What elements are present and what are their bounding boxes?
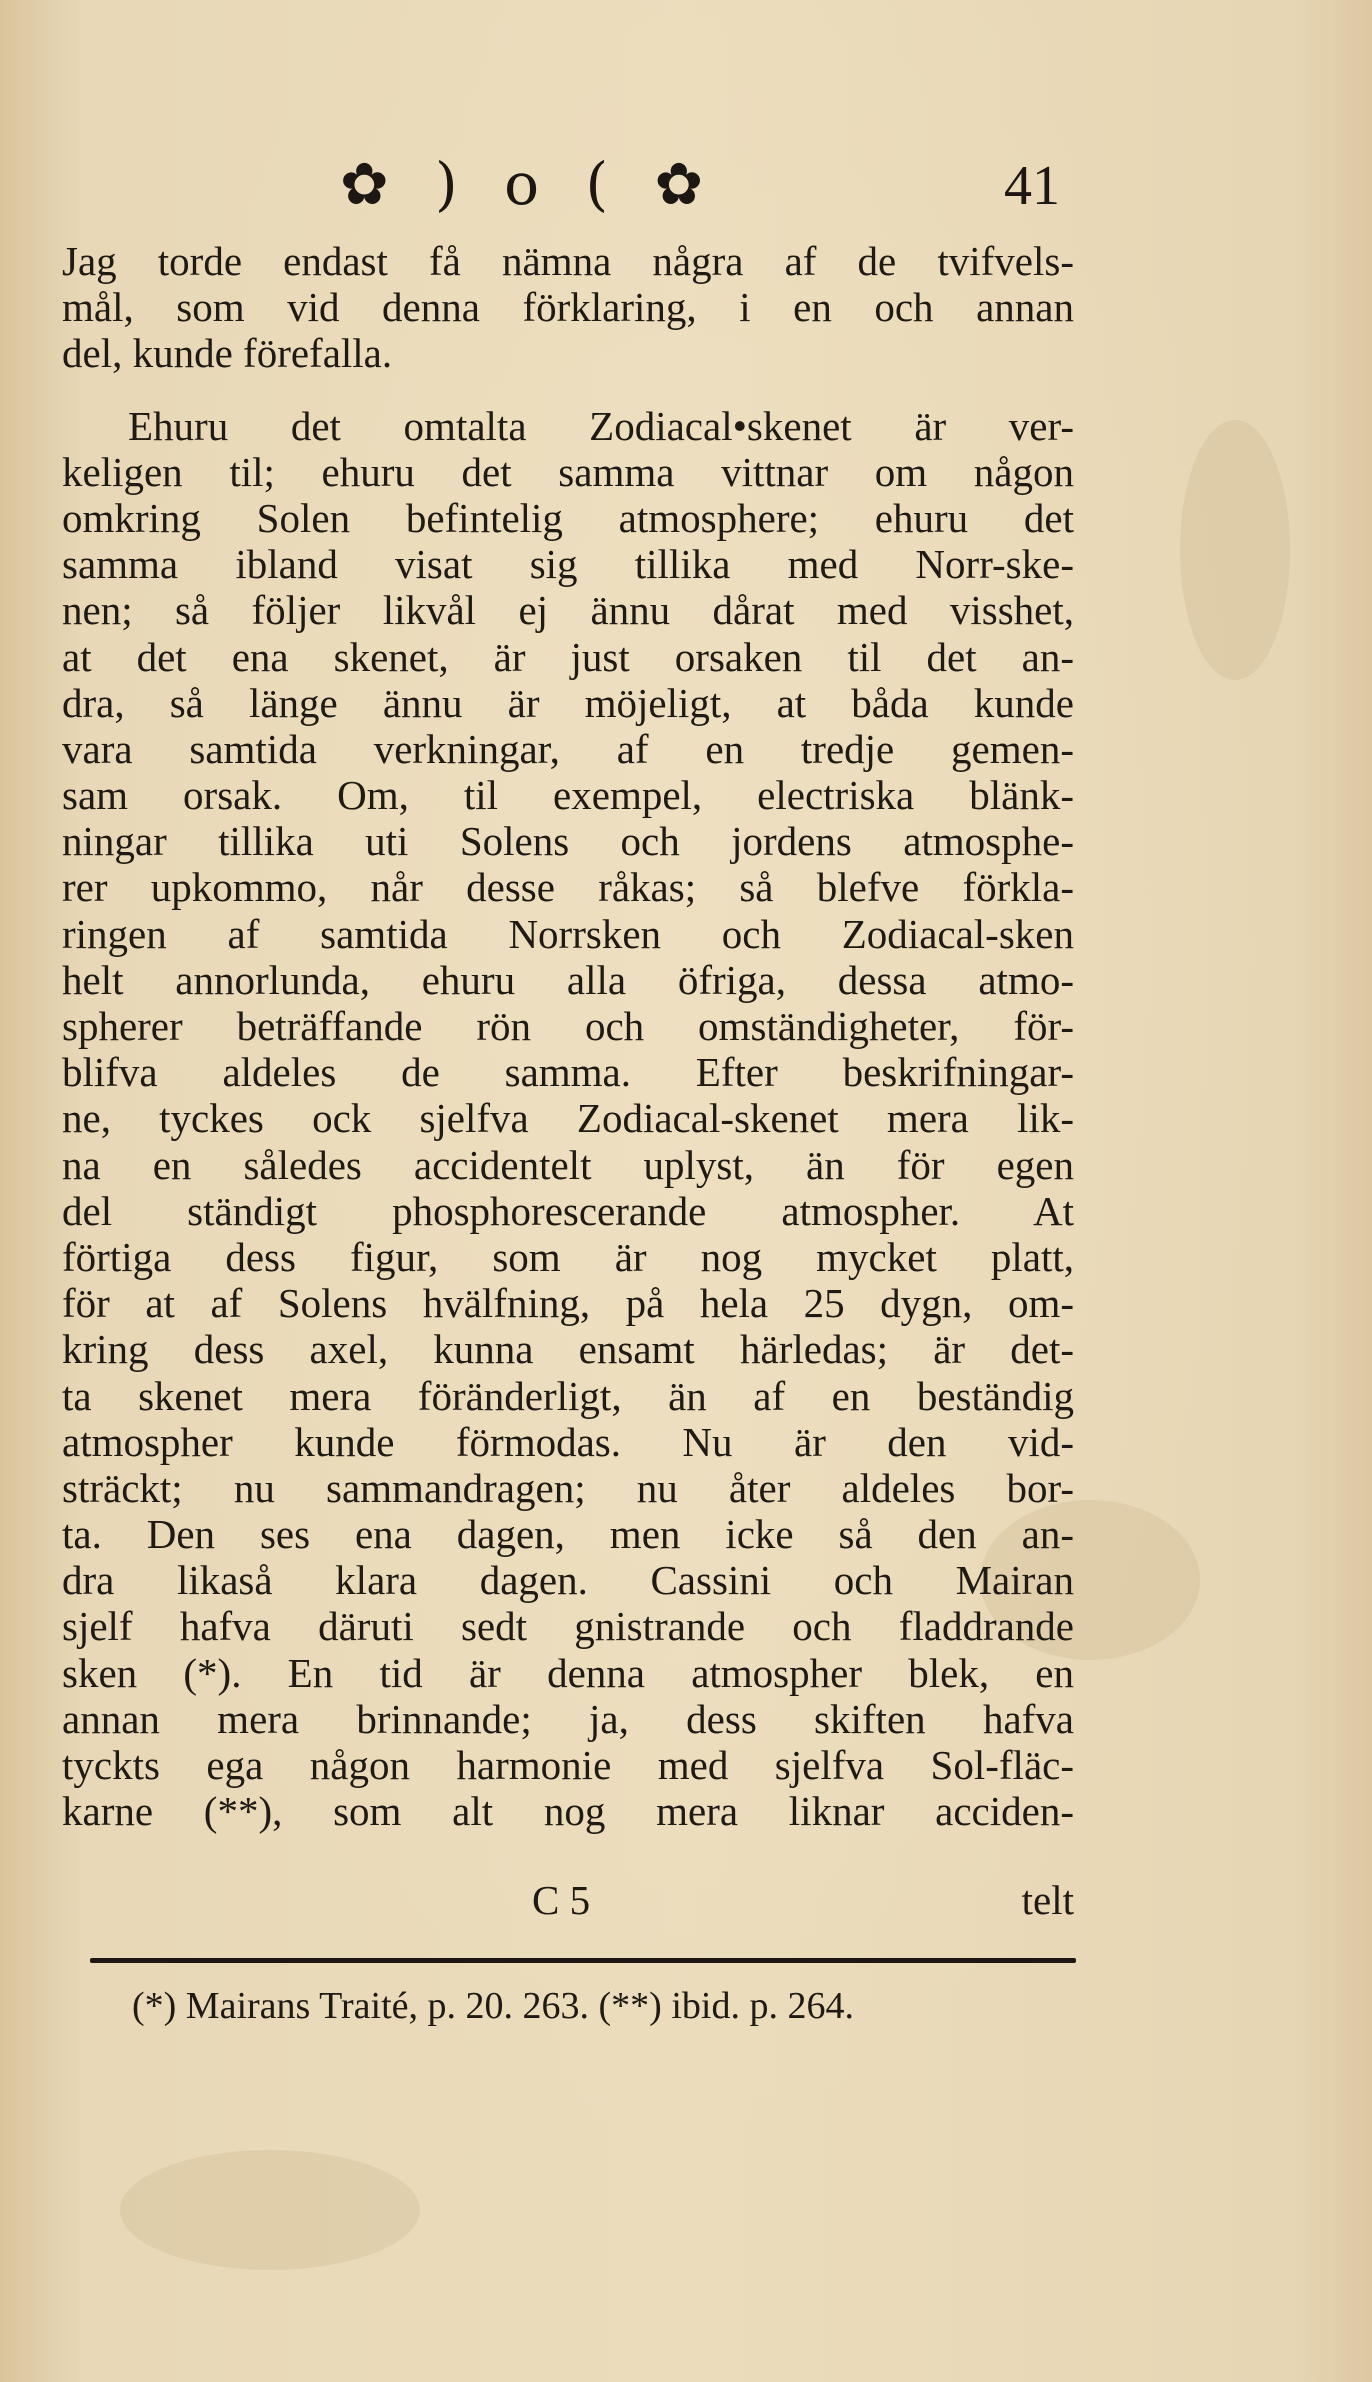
signature-mark: C 5 [532,1877,591,1923]
text-line: Jag torde endast få nämna några af de tvifvels- [62,238,1074,284]
text-line: mål, som vid denna förklaring, i en och annan [62,284,1074,331]
text-line: ringen af samtida Norrsken och Zodiacal-sken [62,910,1074,957]
text-line: at det ena skenet, är just orsaken til det an- [62,633,1074,680]
body-text [62,238,1074,1834]
text-line: nen; så följer likvål ej ännu dårat med visshet, [62,587,1074,634]
text-line: rer upkommo, når desse råkas; så blefve förkla- [62,864,1074,911]
text-line: ne, tyckes ock sjelfva Zodiacal-skenet mera lik- [62,1095,1074,1142]
text-line: na en således accidentelt uplyst, än för egen [62,1141,1074,1188]
text-line: ningar tillika uti Solens och jordens atmosphe- [62,818,1074,865]
text-line: sken (*). En tid är denna atmospher blek, en [62,1649,1074,1696]
text-line: keligen til; ehuru det samma vittnar om någon [62,448,1074,495]
text-line: omkring Solen befintelig atmosphere; ehuru det [62,494,1074,541]
text-line: ta. Den ses ena dagen, men icke så den an- [62,1511,1074,1558]
paper-stain [120,2150,420,2270]
text-line: tyckts ega någon harmonie med sjelfva Sol-fläc- [62,1742,1074,1788]
text-line: sam orsak. Om, til exempel, electriska blänk- [62,772,1074,819]
text-line: helt annorlunda, ehuru alla öfriga, dessa atmo- [62,956,1074,1003]
text-line: spherer beträffande rön och omständigheter, för- [62,1003,1074,1049]
text-line: del, kunde förefalla. [62,330,393,377]
text-line: sträckt; nu sammandragen; nu åter aldeles bor- [62,1464,1074,1511]
text-line: ta skenet mera föränderligt, än af en beständig [62,1372,1074,1419]
text-line: förtiga dess figur, som är nog mycket platt, [62,1233,1074,1280]
footnote: (*) Mairans Traité, p. 20. 263. (**) ibid. p. 264. [132,1985,854,2027]
page-number: 41 [1004,155,1060,217]
text-line: dra, så länge ännu är möjeligt, at båda kunde [62,679,1074,726]
text-line: blifva aldeles de samma. Efter beskrifningar- [62,1049,1074,1096]
catchword: telt [1021,1877,1074,1923]
text-line: vara samtida verkningar, af en tredje gemen- [62,725,1074,772]
text-line: karne (**), som alt nog mera liknar acciden- [62,1788,1074,1835]
page-header [340,150,1060,230]
text-line: dra likaså klara dagen. Cassini och Mairan [62,1557,1074,1604]
footnote-rule [90,1958,1076,1963]
text-line: atmospher kunde förmodas. Nu är den vid- [62,1418,1074,1465]
text-line: samma ibland visat sig tillika med Norr-ske- [62,541,1074,588]
text-line: del ständigt phosphorescerande atmospher. At [62,1187,1074,1234]
text-line: annan mera brinnande; ja, dess skiften hafva [62,1695,1074,1742]
text-line: kring dess axel, kunna ensamt härledas; är det- [62,1326,1074,1373]
page-footer-marks [62,1876,1074,1922]
text-line: Ehuru det omtalta Zodiacal•skenet är ver- [128,402,1074,449]
paper-stain [1180,420,1290,680]
header-ornament: ✿ ) o ( ✿ [340,150,718,218]
text-line: sjelf hafva däruti sedt gnistrande och fladdrande [62,1603,1074,1650]
text-line: för at af Solens hvälfning, på hela 25 dygn, om- [62,1280,1074,1327]
